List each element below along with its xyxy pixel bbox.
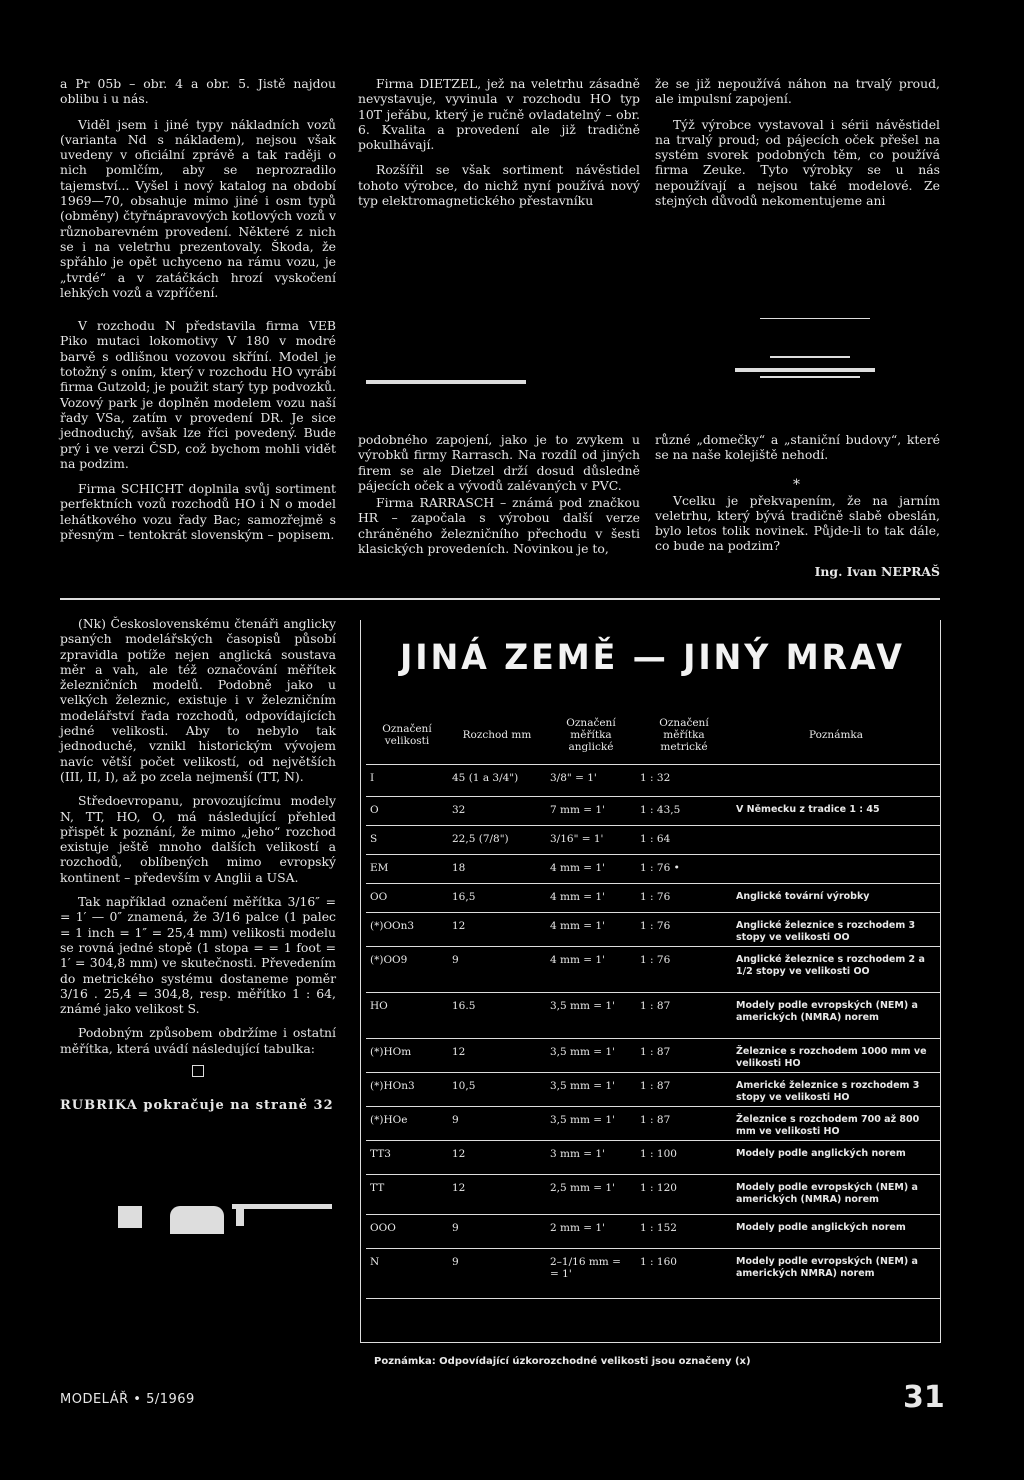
image-remnant [232, 1204, 332, 1209]
table-cell: 4 mm = 1' [546, 884, 636, 913]
table-row [366, 913, 940, 947]
table-row [366, 826, 940, 855]
table-cell: 1 : 87 [636, 993, 732, 1039]
table-cell: 45 (1 a 3/4") [448, 765, 546, 797]
table-cell: S [366, 826, 448, 855]
image-remnant [770, 356, 850, 358]
table-cell: 3,5 mm = 1' [546, 1107, 636, 1141]
table-cell: Anglické železnice s rozchodem 2 a 1/2 stopy ve velikosti OO [732, 947, 940, 993]
table-cell: Železnice s rozchodem 700 až 800 mm ve velikosti HO [732, 1107, 940, 1141]
table-frame-bottom [360, 1342, 941, 1343]
separator-star: * [793, 477, 800, 493]
table-cell: 4 mm = 1' [546, 913, 636, 947]
author-signature: Ing. Ivan NEPRAŠ [814, 563, 940, 579]
table-cell: 1 : 160 [636, 1249, 732, 1299]
table-cell: 3 mm = 1' [546, 1141, 636, 1175]
table-row [366, 1107, 940, 1141]
image-remnant [170, 1206, 224, 1234]
table-cell [732, 765, 940, 797]
table-cell: 32 [448, 797, 546, 826]
table-cell: 1 : 32 [636, 765, 732, 797]
table-cell: 1 : 87 [636, 1073, 732, 1107]
table-cell: 9 [448, 947, 546, 993]
table-cell: 1 : 87 [636, 1107, 732, 1141]
table-cell: 1 : 64 [636, 826, 732, 855]
table-cell: 12 [448, 1175, 546, 1215]
table-cell: Anglické tovární výrobky [732, 884, 940, 913]
table-cell: 9 [448, 1107, 546, 1141]
table-cell: 2,5 mm = 1' [546, 1175, 636, 1215]
paragraph: Týž výrobce vystavoval i sérii návěstidel na trvalý proud; od pájecích oček přešel na systém svorek podobných těm, co používá firma Zeuke. Tyto výrobky se u nás nepoužívají a nejsou také modelové. Ze stejných důvodů nekomentujeme ani [655, 116, 940, 209]
table-cell: 7 mm = 1' [546, 797, 636, 826]
table-cell: 1 : 152 [636, 1215, 732, 1249]
article-column-2-top [358, 76, 640, 218]
table-cell: 4 mm = 1' [546, 855, 636, 884]
table-cell: EM [366, 855, 448, 884]
paragraph: (Nk) Československému čtenáři anglicky psaných modelářských časopisů působí zpravidla potíže nejen anglická soustava měr a vah, ale též označování měřítek železničních modelů. Podobně jako u velkých železnic, existuje i v železničním modelářství řada rozchodů, odpovídajících jedné velikosti. Aby to nebylo tak jednoduché, vznikl historickým vývojem navíc větší počet velikostí, od největších (III, II, I), až po zcela nejmenší (TT, N). [60, 616, 336, 784]
table-cell: 16,5 [448, 884, 546, 913]
table-row [366, 884, 940, 913]
paragraph: Firma SCHICHT doplnila svůj sortiment perfektních vozů rozchodů HO i N o model lehátkového vozu řady Bac; samozřejmě s přesným – tentokrát slovenským – popisem. [60, 481, 336, 543]
section-divider [60, 598, 940, 600]
paragraph: a Pr 05b – obr. 4 a obr. 5. Jistě najdou oblibu i u nás. [60, 76, 336, 107]
table-row [366, 1215, 940, 1249]
table-cell: Anglické železnice s rozchodem 3 stopy ve velikosti OO [732, 913, 940, 947]
table-cell: Modely podle anglických norem [732, 1215, 940, 1249]
table-cell: 3/8" = 1' [546, 765, 636, 797]
table-cell: O [366, 797, 448, 826]
table-cell: 10,5 [448, 1073, 546, 1107]
article-column-2-bottom [358, 432, 640, 566]
table-cell: 1 : 76 • [636, 855, 732, 884]
table-row [366, 765, 940, 797]
column-header: Označení měřítka metrické [636, 706, 732, 765]
article2-text [60, 616, 336, 1114]
article-column-3-bottom [655, 432, 940, 579]
table-cell: 12 [448, 1039, 546, 1073]
table-cell: (*)HOm [366, 1039, 448, 1073]
paragraph: Rozšířil se však sortiment návěstidel tohoto výrobce, do nichž nyní používá nový typ elektromagnetického přestavníku [358, 162, 640, 209]
paragraph: Firma DIETZEL, jež na veletrhu zásadně nevystavuje, vyvinula v rozchodu HO typ 10T jeřábu, který je ručně ovladatelný – obr. 6. Kvalita a provedení ale již tradičně pokulhávají. [358, 76, 640, 153]
table-row [366, 1175, 940, 1215]
table-cell: I [366, 765, 448, 797]
paragraph: Viděl jsem i jiné typy nákladních vozů (varianta Nd s nákladem), nejsou však uvedeny v oficiální zprávě a tak raději o nich pomlčím, aby se neprozradilo tajemství... Vyšel i nový katalog na období 1969—70, obsahuje mimo jiné i osm typů (obměny) čtyřnápravových kotlových vozů v různobarevném provedení. Některé z nich se i na veletrhu prezentovaly. Škoda, že spřáhlo je opět uchyceno na rámu vozu, je „tvrdé“ a v zatáčkách hrozí vyskočení lehkých vozů a vzpříčení. [60, 116, 336, 300]
table-cell: TT3 [366, 1141, 448, 1175]
table-cell: HO [366, 993, 448, 1039]
table-cell: 3,5 mm = 1' [546, 1073, 636, 1107]
table-cell: 3,5 mm = 1' [546, 993, 636, 1039]
table-row [366, 1141, 940, 1175]
paragraph: že se již nepoužívá náhon na trvalý proud, ale impulsní zapojení. [655, 76, 940, 107]
table-row [366, 1249, 940, 1299]
table-row [366, 855, 940, 884]
paragraph: Tak například označení měřítka 3/16″ = = 1′ — 0″ znamená, že 3/16 palce (1 palec = 1 inch = 1″ = 25,4 mm) velikosti modelu se rovná jedné stopě (1 stopa = = 1 foot = 1′ = 304,8 mm) ve skutečnosti. Převedením do metrického systému dostaneme poměr 3/16 . 25,4 = 304,8, resp. měřítko 1 : 64, známé jako velikost S. [60, 894, 336, 1017]
table-cell: Modely podle evropských (NEM) a amerických (NMRA) norem [732, 1175, 940, 1215]
table-cell: 1 : 120 [636, 1175, 732, 1215]
paragraph: Středoevropanu, provozujícímu modely N, TT, HO, O, má následující přehled přispět k poznání, že mimo „jeho“ rozchod existuje ještě mnoho dalších velikostí a rozchodů, oblíbených mimo evropský kontinent – především v Anglii a USA. [60, 793, 336, 885]
table-cell: TT [366, 1175, 448, 1215]
magazine-issue: MODELÁŘ • 5/1969 [60, 1392, 195, 1407]
table-cell: Železnice s rozchodem 1000 mm ve velikosti HO [732, 1039, 940, 1073]
table-cell: (*)HOe [366, 1107, 448, 1141]
table-cell: 22,5 (7/8") [448, 826, 546, 855]
table-header-row [366, 706, 940, 765]
table-cell: 3,5 mm = 1' [546, 1039, 636, 1073]
table-footnote: Poznámka: Odpovídající úzkorozchodné velikosti jsou označeny (x) [374, 1356, 751, 1367]
table-row [366, 1073, 940, 1107]
table-cell: 1 : 100 [636, 1141, 732, 1175]
column-header: Označení měřítka anglické [546, 706, 636, 765]
table-frame-right [940, 620, 941, 1342]
paragraph: Firma RARRASCH – známá pod značkou HR – započala s výrobou další verze chráněného železničního přechodu v šesti klasických provedeních. Novinkou je to, [358, 495, 640, 557]
table-cell [732, 826, 940, 855]
article-column-1 [60, 76, 336, 552]
column-header: Rozchod mm [448, 706, 546, 765]
column-header: Označení velikosti [366, 706, 448, 765]
table-cell: N [366, 1249, 448, 1299]
table-cell: 1 : 76 [636, 913, 732, 947]
scales-table [366, 706, 940, 1299]
table-cell: (*)OOn3 [366, 913, 448, 947]
paragraph: V rozchodu N představila firma VEB Piko mutaci lokomotivy V 180 v modré barvě s odlišnou vozovou skříní. Model je totožný s oním, který v rozchodu HO vyrábí firma Gutzold; je použit starý typ podvozků. Vozový park je doplněn modelem vozu naší řady VSa, zatím v provedení DR. Je sice jednoduchý, avšak lze říci povedený. Bude prý i ve verzi ČSD, což bychom mohli vidět na podzim. [60, 318, 336, 471]
image-remnant [760, 376, 860, 378]
table-cell: (*)HOn3 [366, 1073, 448, 1107]
table-cell: 2 mm = 1' [546, 1215, 636, 1249]
paragraph: Vcelku je překvapením, že na jarním veletrhu, který bývá tradičně slabě obeslán, bylo letos tolik novinek. Půjde-li to tak dále, co bude na podzim? [655, 492, 940, 554]
table-row [366, 993, 940, 1039]
table-cell: (*)OO9 [366, 947, 448, 993]
page-number: 31 [903, 1380, 945, 1415]
end-square-icon [192, 1065, 204, 1077]
page-title: JINÁ ZEMĚ — JINÝ MRAV [400, 638, 905, 678]
table-cell: Modely podle evropských (NEM) a amerických NMRA) norem [732, 1249, 940, 1299]
image-remnant [236, 1204, 244, 1226]
table-cell: 1 : 87 [636, 1039, 732, 1073]
table-cell: OO [366, 884, 448, 913]
table-cell: 1 : 43,5 [636, 797, 732, 826]
image-remnant [760, 318, 870, 319]
table-cell: 4 mm = 1' [546, 947, 636, 993]
column-header: Poznámka [732, 706, 940, 765]
paragraph: podobného zapojení, jako je to zvykem u výrobků firmy Rarrasch. Na rozdíl od jiných firem se ale Dietzel drží dosud důsledně pájecích oček a vývodů zalévaných v PVC. [358, 432, 640, 493]
table-frame-left [360, 620, 361, 1342]
paragraph: různé „domečky“ a „staniční budovy“, které se na naše kolejiště nehodí. [655, 432, 940, 463]
table-row [366, 1039, 940, 1073]
table-cell: 1 : 76 [636, 947, 732, 993]
table-cell: 16.5 [448, 993, 546, 1039]
table-cell: 12 [448, 1141, 546, 1175]
table-cell: 9 [448, 1249, 546, 1299]
table-cell: 1 : 76 [636, 884, 732, 913]
table-cell: 2–1/16 mm = = 1' [546, 1249, 636, 1299]
table-cell: 9 [448, 1215, 546, 1249]
table-row [366, 797, 940, 826]
table-row [366, 947, 940, 993]
rubrika-note: RUBRIKA pokračuje na straně 32 [60, 1098, 334, 1114]
table-cell: 18 [448, 855, 546, 884]
image-remnant [735, 368, 875, 372]
table-cell: Modely podle evropských (NEM) a amerických (NMRA) norem [732, 993, 940, 1039]
table-cell: V Německu z tradice 1 : 45 [732, 797, 940, 826]
table-cell [732, 855, 940, 884]
image-remnant [118, 1206, 142, 1228]
table-cell: 12 [448, 913, 546, 947]
table-cell: 3/16" = 1' [546, 826, 636, 855]
paragraph: Podobným způsobem obdržíme i ostatní měřítka, která uvádí následující tabulka: [60, 1025, 336, 1056]
table-cell: Americké železnice s rozchodem 3 stopy ve velikosti HO [732, 1073, 940, 1107]
end-mark [60, 1065, 336, 1080]
image-remnant [366, 380, 526, 384]
article-column-3-top [655, 76, 940, 218]
table-cell: OOO [366, 1215, 448, 1249]
table-cell: Modely podle anglických norem [732, 1141, 940, 1175]
